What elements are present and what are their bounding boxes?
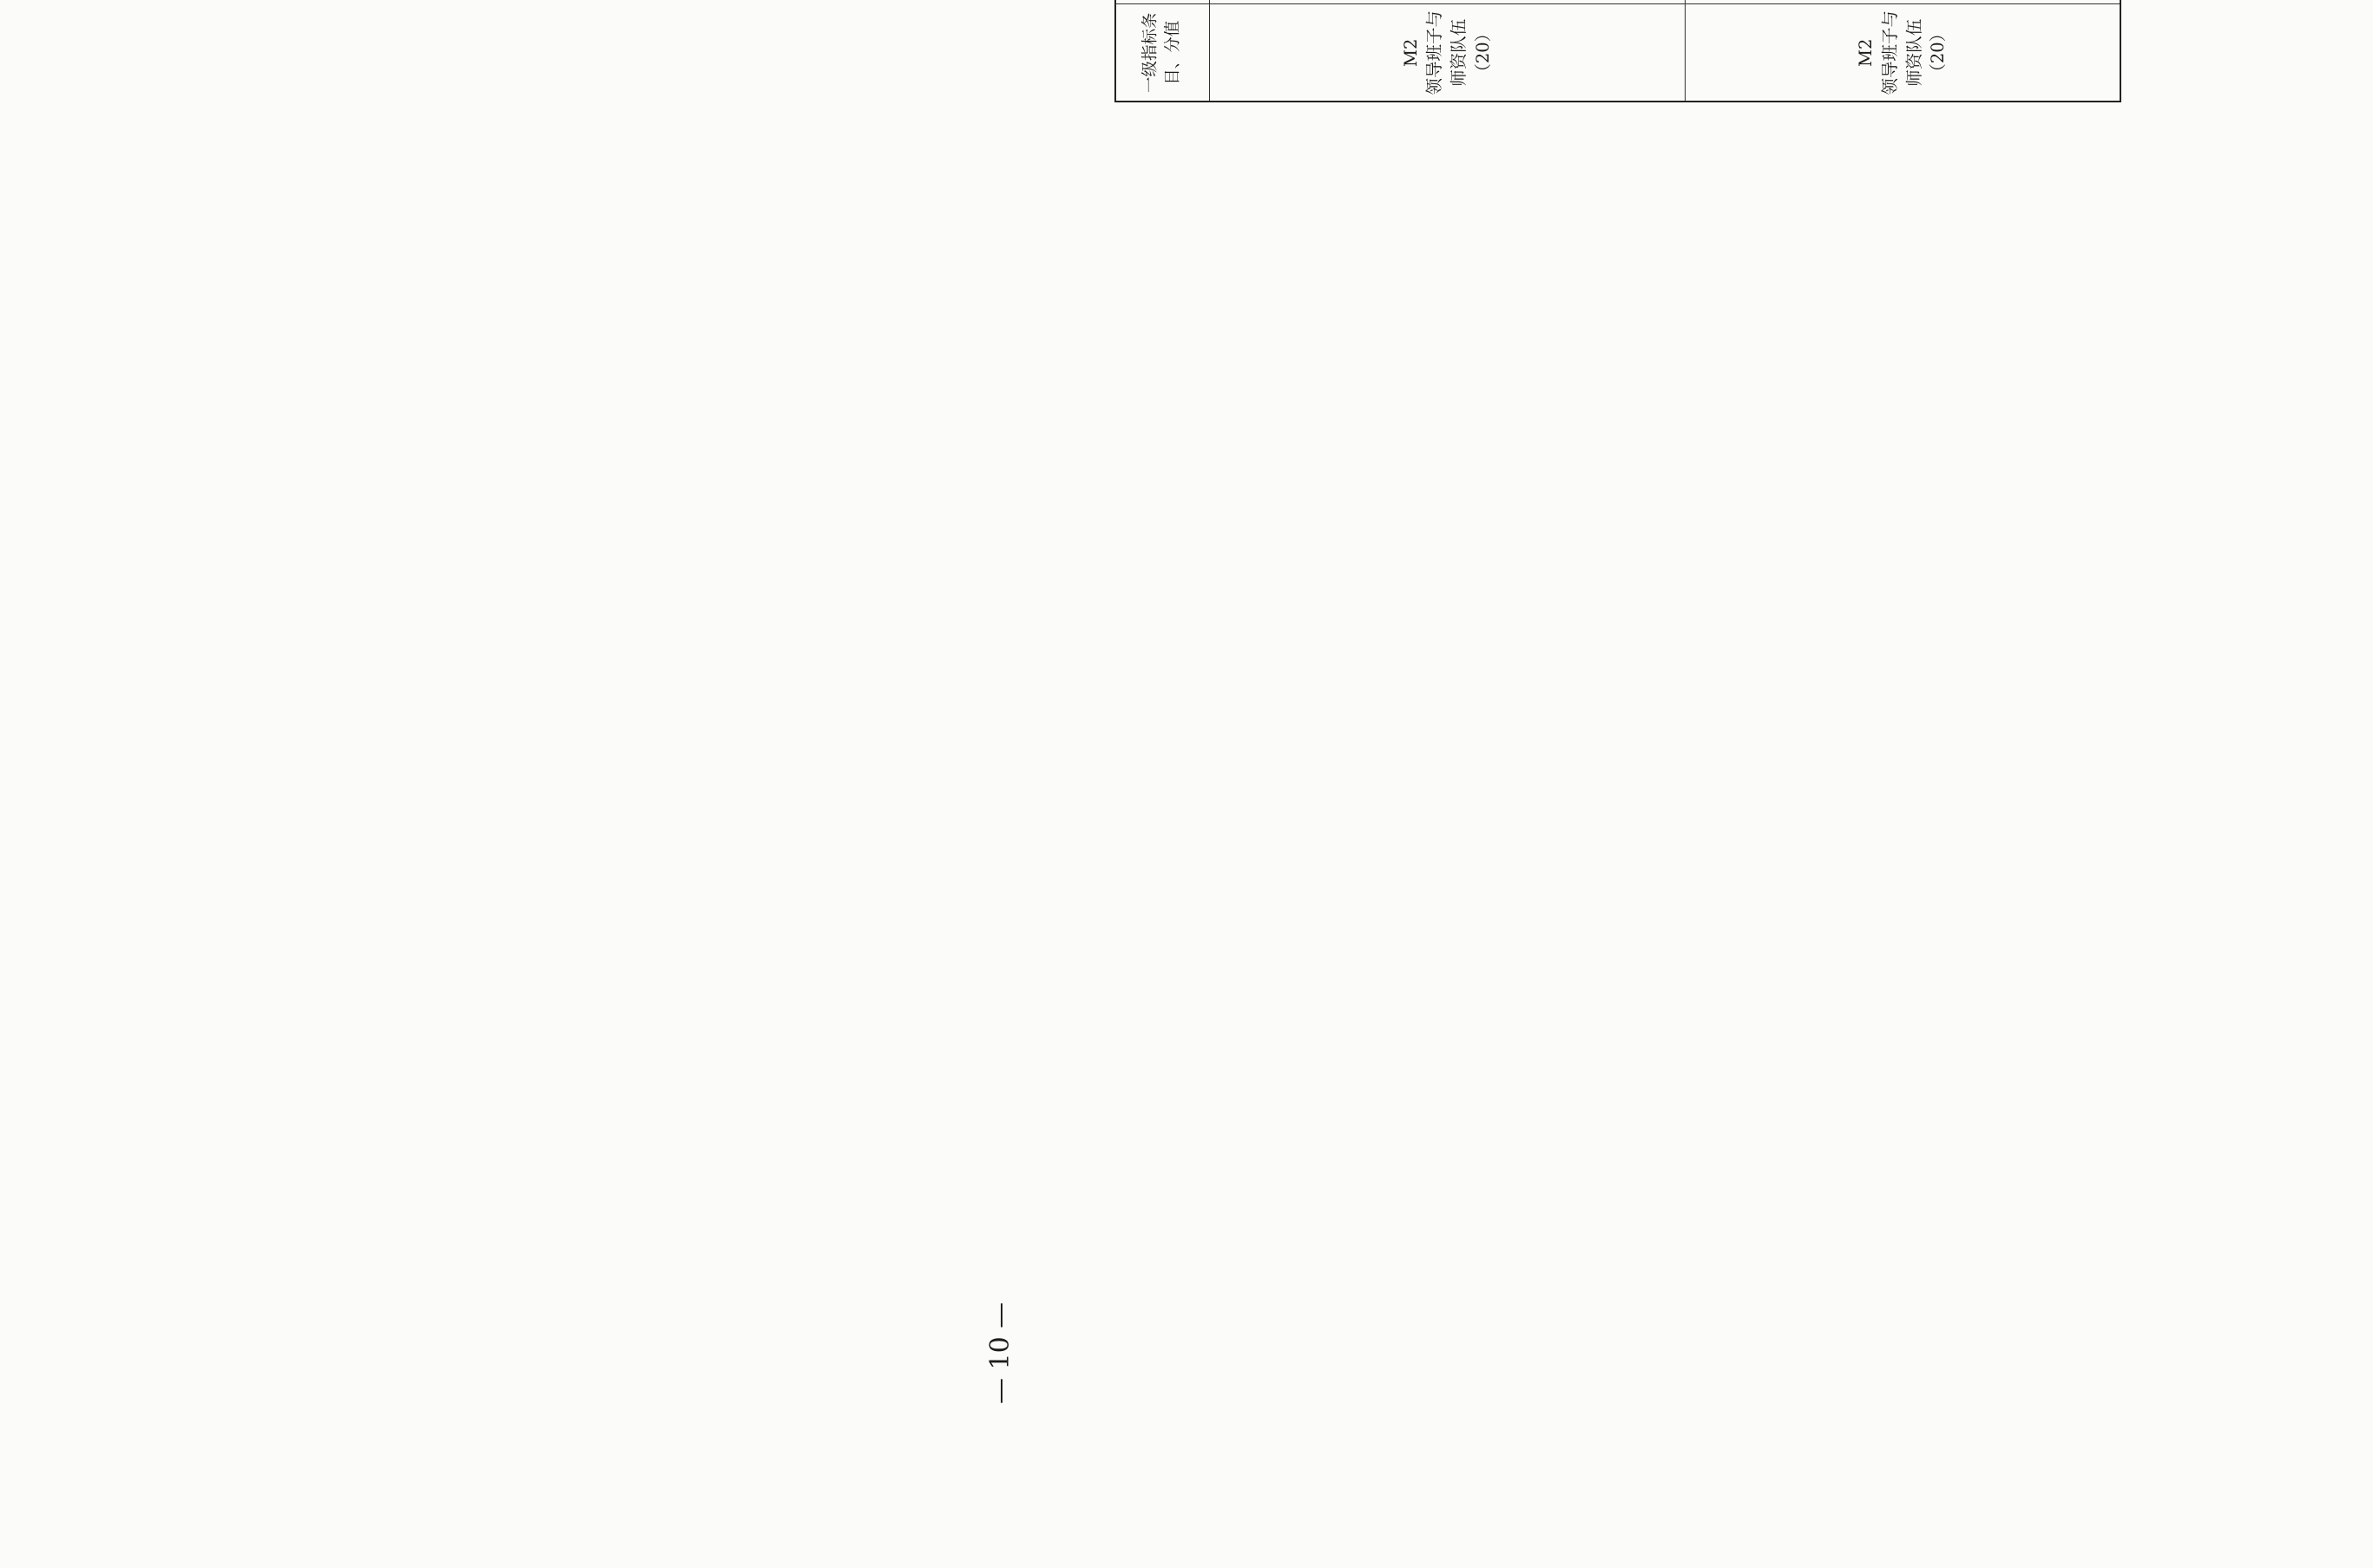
level1-cell: M2 领导班子与师资队伍 （20） xyxy=(1209,4,1685,102)
header-level2 xyxy=(1115,0,1209,4)
table-row xyxy=(1209,0,1430,102)
header-level1: 一级指标条目、分值 xyxy=(1115,4,1209,102)
level1-cell: M2 领导班子与师资队伍 （20） xyxy=(1685,4,2120,102)
page-number: — 10 — xyxy=(985,1302,1016,1404)
level2-cell xyxy=(1685,0,2120,4)
table-row xyxy=(1685,0,2120,102)
evaluation-table-frame xyxy=(1114,0,2373,102)
level2-cell xyxy=(1209,0,1685,4)
evaluation-table xyxy=(1114,0,2121,102)
